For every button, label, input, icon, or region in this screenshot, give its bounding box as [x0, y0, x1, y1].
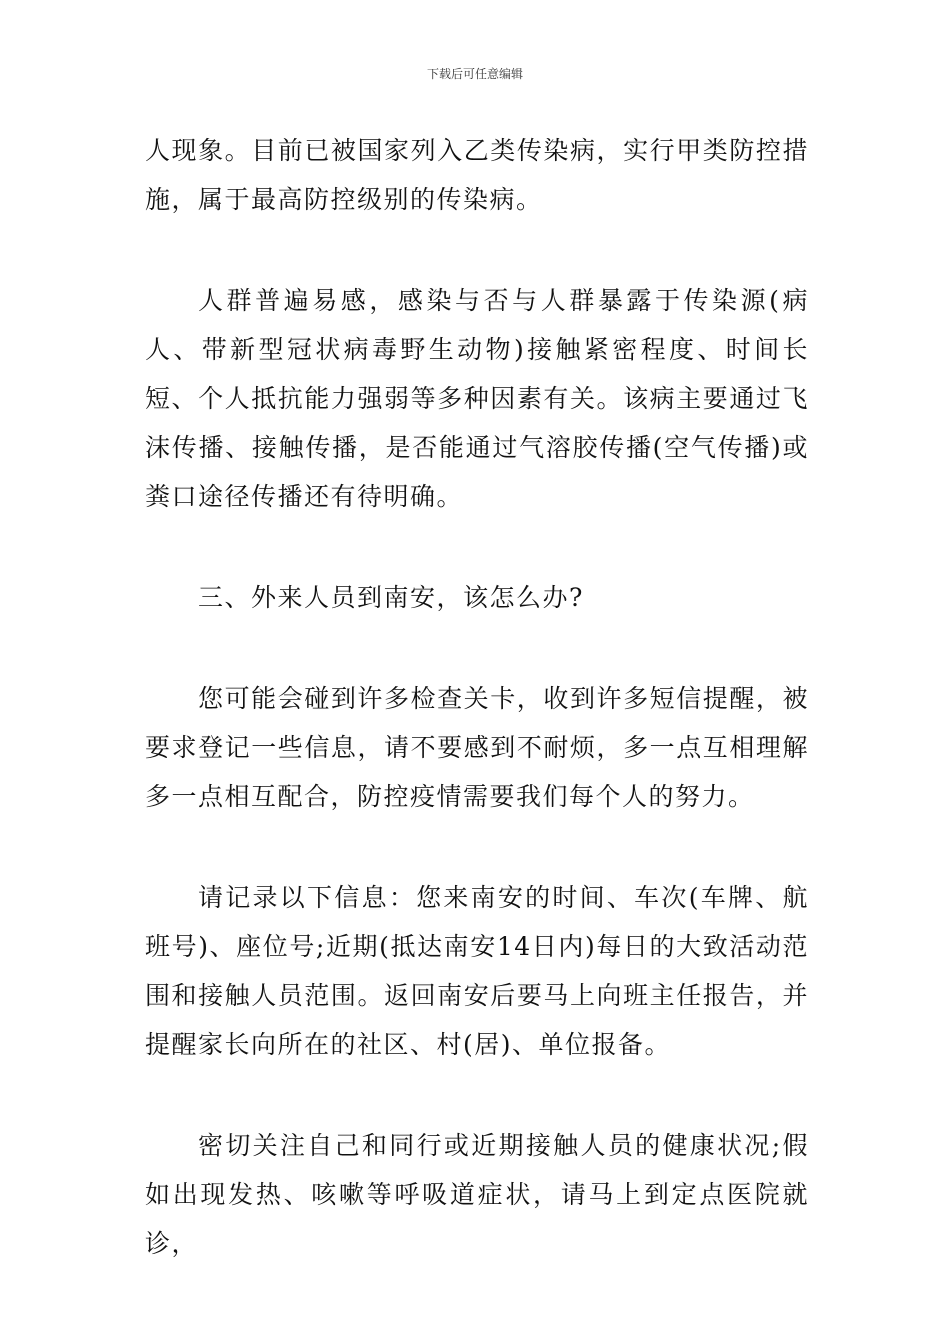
document-body [145, 126, 809, 1268]
paragraph-record-info: 请记录以下信息：您来南安的时间、车次(车牌、航班号)、座位号;近期(抵达南安14日内)每日的大致活动范围和接触人员范围。返回南安后要马上向班主任报告，并提醒家长向所在的社区、村(居)、单位报备。 [145, 883, 809, 1059]
page-header: 下载后可任意编辑 [426, 67, 523, 81]
section-heading: 三、外来人员到南安，该怎么办? [198, 583, 584, 612]
paragraph-continuation: 人现象。目前已被国家列入乙类传染病，实行甲类防控措施，属于最高防控级别的传染病。 [145, 136, 809, 214]
paragraph-health-monitoring: 密切关注自己和同行或近期接触人员的健康状况;假如出现发热、咳嗽等呼吸道症状，请马上到定点医院就诊， [145, 1131, 809, 1258]
paragraph-susceptibility: 人群普遍易感，感染与否与人群暴露于传染源(病人、带新型冠状病毒野生动物)接触紧密程度、时间长短、个人抵抗能力强弱等多种因素有关。该病主要通过飞沫传播、接触传播，是否能通过气溶胶传播(空气传播)或粪口途径传播还有待明确。 [145, 286, 809, 511]
paragraph-checkpoints: 您可能会碰到许多检查关卡，收到许多短信提醒，被要求登记一些信息，请不要感到不耐烦，多一点互相理解多一点相互配合，防控疫情需要我们每个人的努力。 [145, 684, 809, 811]
